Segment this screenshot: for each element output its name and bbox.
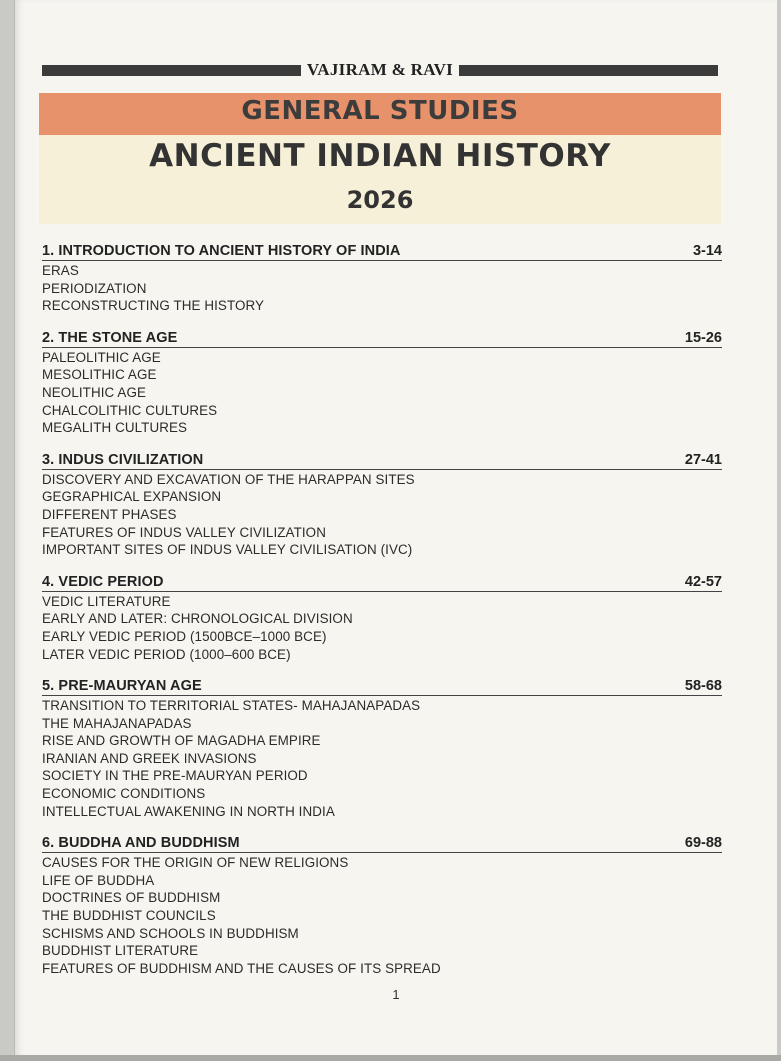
brand-name: VAJIRAM & RAVI xyxy=(306,60,454,79)
chapter-title: 6. BUDDHA AND BUDDHISM xyxy=(42,835,240,852)
topic-item: ECONOMIC CONDITIONS xyxy=(42,786,206,802)
topic-item: RECONSTRUCTING THE HISTORY xyxy=(42,298,265,314)
chapter-heading xyxy=(42,570,722,592)
toc-chapter xyxy=(42,831,722,977)
topic-item: DISCOVERY AND EXCAVATION OF THE HARAPPAN SITES xyxy=(42,471,415,487)
toc-chapter xyxy=(42,326,722,437)
page-edge xyxy=(0,1055,781,1061)
book-title: ANCIENT INDIAN HISTORY xyxy=(149,138,611,174)
topic-item: INTELLECTUAL AWAKENING IN NORTH INDIA xyxy=(42,803,335,819)
brand-rule-left xyxy=(42,65,301,76)
topic-item: ERAS xyxy=(42,263,79,278)
topic-item: CHALCOLITHIC CULTURES xyxy=(42,402,218,418)
chapter-topic-list xyxy=(42,470,722,559)
toc-chapter xyxy=(42,239,722,315)
book-year: 2026 xyxy=(346,186,414,214)
topic-item: SCHISMS AND SCHOOLS IN BUDDHISM xyxy=(42,925,299,941)
chapter-heading xyxy=(42,239,722,261)
topic-item: MESOLITHIC AGE xyxy=(42,367,157,383)
title-banner xyxy=(39,93,721,224)
chapter-page-range: 3-14 xyxy=(692,243,722,259)
toc-chapter xyxy=(42,674,722,820)
chapter-page-range: 15-26 xyxy=(684,329,722,346)
chapter-heading xyxy=(42,448,722,470)
topic-item: NEOLITHIC AGE xyxy=(42,384,146,400)
chapter-topic-list xyxy=(42,261,722,315)
topic-item: DOCTRINES OF BUDDHISM xyxy=(42,890,221,906)
topic-item: GEGRAPHICAL EXPANSION xyxy=(42,489,222,505)
chapter-heading xyxy=(42,831,722,853)
chapter-heading xyxy=(42,326,722,348)
chapter-heading xyxy=(42,674,722,696)
toc-chapter xyxy=(42,570,722,663)
chapter-title: 4. VEDIC PERIOD xyxy=(42,573,164,590)
topic-item: TRANSITION TO TERRITORIAL STATES- MAHAJANAPADAS xyxy=(42,698,421,714)
brand-rule-right xyxy=(459,65,718,76)
chapter-page-range: 42-57 xyxy=(684,573,722,590)
chapter-title: 3. INDUS CIVILIZATION xyxy=(42,451,204,468)
chapter-title: 1. INTRODUCTION TO ANCIENT HISTORY OF INDIA xyxy=(42,243,401,259)
chapter-topic-list xyxy=(42,853,722,977)
chapter-page-range: 27-41 xyxy=(684,451,722,468)
topic-item: FEATURES OF INDUS VALLEY CIVILIZATION xyxy=(42,524,326,540)
topic-item: IMPORTANT SITES OF INDUS VALLEY CIVILISATION (IVC) xyxy=(42,542,413,558)
chapter-title: 5. PRE-MAURYAN AGE xyxy=(42,678,202,695)
topic-item: EARLY VEDIC PERIOD (1500BCE–1000 BCE) xyxy=(42,628,327,644)
topic-item: PALEOLITHIC AGE xyxy=(42,349,161,365)
topic-item: PERIODIZATION xyxy=(42,280,147,296)
topic-item: RISE AND GROWTH OF MAGADHA EMPIRE xyxy=(42,733,321,749)
topic-item: THE MAHAJANAPADAS xyxy=(42,715,192,731)
topic-item: CAUSES FOR THE ORIGIN OF NEW RELIGIONS xyxy=(42,855,349,871)
chapter-topic-list xyxy=(42,696,722,820)
topic-item: LATER VEDIC PERIOD (1000–600 BCE) xyxy=(42,646,291,662)
topic-item: BUDDHIST LITERATURE xyxy=(42,943,199,959)
toc-chapter xyxy=(42,448,722,559)
topic-item: THE BUDDHIST COUNCILS xyxy=(42,908,216,924)
chapter-page-range: 69-88 xyxy=(684,835,722,852)
topic-item: FEATURES OF BUDDHISM AND THE CAUSES OF ITS SPREAD xyxy=(42,960,441,976)
chapter-title: 2. THE STONE AGE xyxy=(42,329,178,346)
topic-item: EARLY AND LATER: CHRONOLOGICAL DIVISION xyxy=(42,611,353,627)
chapter-topic-list xyxy=(42,592,722,663)
page-number: 1 xyxy=(392,987,400,1002)
chapter-page-range: 58-68 xyxy=(684,678,722,695)
topic-item: SOCIETY IN THE PRE-MAURYAN PERIOD xyxy=(42,768,308,784)
topic-item: LIFE OF BUDDHA xyxy=(42,872,155,888)
brand-header xyxy=(42,62,718,78)
chapter-topic-list xyxy=(42,348,722,437)
topic-item: MEGALITH CULTURES xyxy=(42,420,188,436)
topic-item: VEDIC LITERATURE xyxy=(42,593,171,609)
table-of-contents xyxy=(42,239,722,988)
series-title: GENERAL STUDIES xyxy=(241,96,519,126)
topic-item: DIFFERENT PHASES xyxy=(42,506,177,522)
topic-item: IRANIAN AND GREEK INVASIONS xyxy=(42,750,257,766)
document-page xyxy=(14,0,777,1058)
